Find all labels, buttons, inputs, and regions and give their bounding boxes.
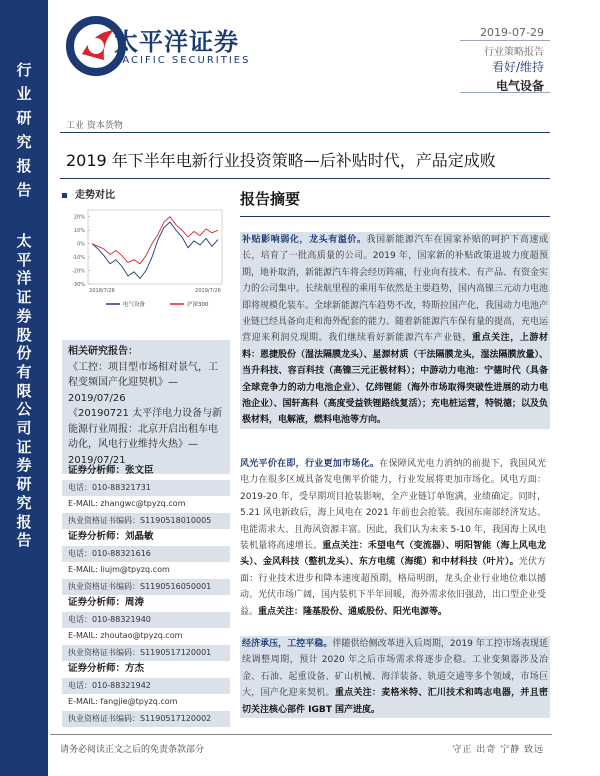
- series-line-1: [92, 222, 218, 279]
- para-bold: 重点关注：隆基股份、通威股份、阳光电源等。: [258, 606, 448, 617]
- trend-chart: [62, 202, 230, 314]
- analyst-list: [62, 463, 230, 727]
- company-name-en: PACIFIC SECURITIES: [115, 55, 251, 66]
- y-tick-label: -20%: [72, 268, 85, 275]
- sidebar-char: 股: [16, 325, 32, 344]
- y-tick-label: 10%: [73, 228, 85, 235]
- sector-label: 电气设备: [495, 79, 544, 93]
- analyst-phone: 电话：010-88321940: [62, 612, 230, 629]
- sidebar-char: 平: [16, 250, 32, 269]
- sidebar-bottom-label: [0, 232, 48, 550]
- analyst-license: 执业资格证书编码：S1190516050001: [62, 579, 230, 596]
- y-tick-label: -10%: [72, 255, 85, 262]
- trend-heading-text: 走势对比: [75, 190, 115, 201]
- sidebar-char: 限: [16, 381, 32, 400]
- para-text: 光伏方面：行业技术进步和降本速度超预期，格局明朗，龙头企业行业地位难以撼动。光伏市场广阔，国内装机下半年回暖，海外需求依旧强劲，出口型企业受益。: [240, 557, 547, 617]
- sidebar-char: 报: [16, 512, 32, 531]
- sidebar-char: 有: [16, 362, 32, 381]
- sidebar-char: 研: [16, 109, 32, 127]
- analyst-phone: 电话：010-88321942: [62, 678, 230, 695]
- analyst-email[interactable]: E-MAIL: zhangwc@tpyzq.com: [68, 499, 186, 508]
- sidebar-char: 究: [16, 133, 32, 151]
- title-top-rule: [60, 132, 550, 133]
- sidebar-char: 报: [16, 157, 32, 175]
- para-text: 伴随供给侧改革进入后周期，2019 年工控市场表现延续调整周期，预计 2020 年之后市场需求将逐步企稳。工业变频器涉及冶金、石油、起重设备、矿山机械、海洋装备、轨道交通等多个领域，市场巨大，国产化迎来契机。: [242, 639, 548, 699]
- abstract-paragraph-industrial-control: [240, 636, 550, 718]
- sidebar-char: 司: [16, 419, 32, 438]
- para-bold: 重点关注，上游材料：恩捷股份（湿法隔膜龙头）、星源材质（干法隔膜龙头，湿法隔膜放量）、当升科技、容百科技（高镍三元正极材料）；中游动力电池：宁德时代（具备全球竞争力的动力电池企业）、亿纬锂能（海外市场取得突破性进展的动力电池企业）、国轩高科（高度受益铁锂路线复活）；充电桩运营，特锐德；以及负极材料，电解液，燃料电池等方向。: [242, 333, 549, 426]
- sidebar-char: 告: [16, 531, 32, 550]
- header-divider-bottom: [460, 92, 550, 93]
- abstract-rule: [240, 216, 550, 217]
- footer-disclaimer: 请务必阅读正文之后的免责条款部分: [60, 745, 205, 755]
- footer-motto: 守正 出奇 宁静 致远: [452, 745, 544, 755]
- sidebar-char: 究: [16, 493, 32, 512]
- category-label: 工业 资本货物: [66, 121, 123, 131]
- related-item[interactable]: 《20190721 太平洋电力设备与新能源行业周报：北京开启出租车电动化，风电行业维持火热》—2019/07/21: [68, 408, 223, 466]
- para-bold: 重点关注：麦格米特、汇川技术和鸣志电器，并且密切关注核心部件 IGBT 国产进度。: [242, 688, 548, 715]
- analyst-email[interactable]: E-MAIL: fangjie@tpyzq.com: [68, 697, 178, 706]
- bullet-square-icon: [62, 193, 67, 198]
- series-line-2: [92, 217, 218, 264]
- sidebar-char: 券: [16, 456, 32, 475]
- sidebar-char: 行: [16, 61, 32, 79]
- related-reports: [62, 340, 230, 474]
- analyst-phone: 电话：010-88321616: [62, 546, 230, 563]
- trend-heading: [62, 186, 115, 201]
- analyst-name: 证券分析师：周涛: [68, 597, 145, 608]
- sidebar-char: 公: [16, 400, 32, 419]
- x-tick-label: 2019/7/26: [195, 288, 221, 294]
- footer-rule: [50, 734, 552, 735]
- x-tick-label: 2018/7/26: [89, 288, 115, 294]
- y-tick-label: -30%: [72, 282, 85, 288]
- para-lead: 风光平价在即，行业更加市场化。: [240, 459, 380, 469]
- related-item[interactable]: 《工控：项目型市场相对景气，工程变频国产化迎契机》—2019/07/26: [68, 361, 218, 404]
- sidebar-char: 太: [16, 232, 32, 250]
- abstract-paragraph-ev: [240, 232, 550, 429]
- analyst-license: 执业资格证书编码：S1190517120001: [62, 645, 230, 662]
- abstract-paragraph-wind-solar: [240, 456, 546, 620]
- sidebar-char: 证: [16, 288, 32, 307]
- para-bold: 重点关注：禾望电气（变流器）、明阳智能（海上风电龙头）、金风科技（整机龙头）、东方电缆（海缆）和中材科技（叶片）。: [240, 541, 546, 568]
- analyst-phone: 电话：010-88321731: [62, 480, 230, 497]
- sidebar-char: 证: [16, 437, 32, 456]
- legend-label: 电气设备: [123, 302, 146, 308]
- title-bottom-rule: [60, 178, 550, 179]
- company-name-cn: 太平洋证券: [114, 28, 239, 56]
- analyst-name: 证券分析师：张文臣: [68, 465, 154, 476]
- analyst-email[interactable]: E-MAIL: liujm@tpyzq.com: [68, 565, 170, 574]
- report-date: 2019-07-29: [480, 26, 544, 39]
- analyst-email[interactable]: E-MAIL: zhoutao@tpyzq.com: [68, 631, 183, 640]
- para-text: 在保障风光电力消纳的前提下，我国风光电力在很多区域具备发电侧平价能力，行业发展将更加市场化。风电方面：2019-20 年，受早期项目抢装影响，全产业链订单饱满，业绩确定。同时，5.21 风电新政后，海上风电在 2021 年前也会抢装。我国东南部经济发达、电能需求大、且海风资源丰富。因此，我们认为未来 5-10 年，我国海上风电装机量将高速增长。: [240, 459, 546, 552]
- sidebar-char: 份: [16, 344, 32, 363]
- y-tick-label: 20%: [73, 214, 85, 221]
- analyst-name: 证券分析师：方杰: [68, 663, 145, 674]
- para-text: 我国新能源汽车在国家补贴的呵护下高速成长，培育了一批高质量的公司。2019 年，国家新的补贴政策退坡力度超预期，地补取消，新能源汽车将会经历阵痛，行业向有技术、有产品、有资金实力的公司集中。长续航里程的乘用车依然是主要趋势，国内高镍三元动力电池即将规模化装车。全球新能源汽车趋势不改，特斯拉国产化，我国动力电池产业链已经具备向走和海外配套的能力。随着新能源汽车保有量的提高，充电运营迎来利润兑现期。我们继续看好新能源汽车产业链，: [242, 235, 549, 344]
- sidebar-char: 业: [16, 85, 32, 103]
- trend-chart-svg: [62, 202, 230, 314]
- y-tick-label: 0%: [77, 241, 85, 248]
- report-type: 行业策略报告: [484, 47, 544, 58]
- header-divider: [460, 40, 550, 41]
- page-title: 2019 年下半年电新行业投资策略—后补贴时代，产品定成败: [66, 151, 496, 170]
- analyst-license: 执业资格证书编码：S1190517120002: [62, 711, 230, 728]
- sidebar-char: 告: [16, 181, 32, 199]
- analyst-license: 执业资格证书编码：S1190518010005: [62, 513, 230, 530]
- abstract-heading: 报告摘要: [240, 190, 301, 208]
- para-lead: 经济承压，工控平稳。: [242, 639, 333, 649]
- rating-badge: 看好/维持: [491, 60, 544, 74]
- sidebar-char: 研: [16, 475, 32, 494]
- sidebar-char: 券: [16, 306, 32, 325]
- para-lead: 补贴影响弱化，龙头有溢价。: [242, 235, 367, 245]
- legend-label: 沪深300: [187, 302, 209, 308]
- sidebar-top-label: [0, 58, 48, 202]
- sidebar-char: 洋: [16, 269, 32, 288]
- related-heading: 相关研究报告：: [68, 346, 138, 357]
- analyst-name: 证券分析师：刘晶敏: [68, 531, 154, 542]
